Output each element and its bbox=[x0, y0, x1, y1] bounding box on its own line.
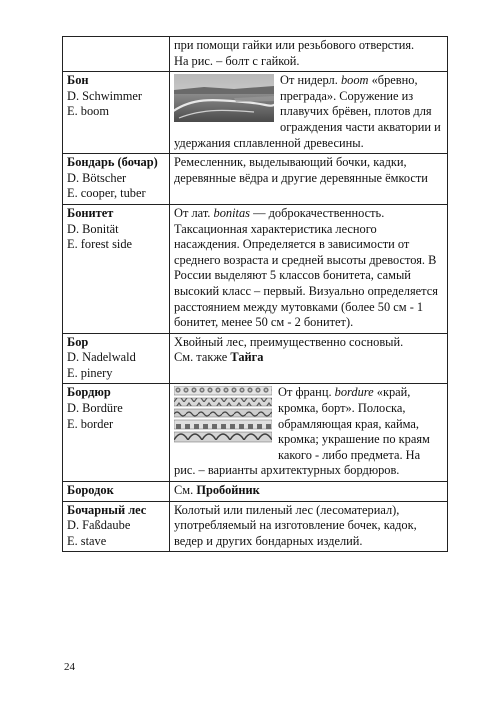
table-row bbox=[63, 154, 448, 205]
term-cell bbox=[63, 154, 170, 205]
term-cell bbox=[63, 333, 170, 384]
english-translation: E. forest side bbox=[67, 237, 133, 252]
german-translation: D. Schwimmer bbox=[67, 88, 143, 103]
german-translation: D. Bonität bbox=[67, 221, 119, 236]
definition-text: — доброкачественность. Таксационная характеристика лесного насаждения. Определяется в зависимости от среднего возраста и средней высоты древостоя. В России выделяют 5 классов бонитета, самый высокий класс – первый. Визуально определяется расстоянием между мутовками (более 50 см - 1 бонитет, менее 50 см - 2 бонитет). bbox=[174, 205, 438, 330]
german-translation: D. Bötscher bbox=[67, 170, 127, 185]
term-title: Бордюр bbox=[67, 385, 111, 400]
term-title: Бородок bbox=[67, 483, 114, 498]
definition-text: «край, кромка, борт». Полоска, обрамляющая края, кайма, кромка; украшение по краям какого - либо предмета. На рис. – варианты архитектурных бордюров. bbox=[174, 385, 430, 478]
description-cell bbox=[170, 384, 448, 482]
description-cell bbox=[170, 333, 448, 384]
english-translation: E. boom bbox=[67, 104, 109, 119]
etymology-prefix: От нидерл. bbox=[280, 73, 341, 88]
table-row bbox=[63, 37, 448, 72]
etymology-word: bonitas bbox=[213, 205, 251, 220]
etymology-word: bordure bbox=[334, 385, 374, 400]
term-title: Бочарный лес bbox=[67, 502, 147, 517]
term-title: Бор bbox=[67, 334, 89, 349]
description-line: при помощи гайки или резьбового отверстия. bbox=[174, 38, 415, 52]
german-translation: D. Faßdaube bbox=[67, 518, 131, 533]
term-cell bbox=[63, 384, 170, 482]
term-cell bbox=[63, 37, 170, 72]
english-translation: E. stave bbox=[67, 533, 107, 548]
term-title: Бонитет bbox=[67, 205, 114, 220]
see-also-label: См. также bbox=[174, 350, 231, 365]
see-also-term: Пробойник bbox=[196, 483, 260, 498]
description-cell bbox=[170, 204, 448, 333]
definition-text: «бревно, преграда». Соружение из плавучих брёвен, плотов для ограждения части акватории и удержания сплавленной древесины. bbox=[174, 73, 441, 150]
description-cell bbox=[170, 72, 448, 154]
term-cell bbox=[63, 501, 170, 552]
see-also-label: См. bbox=[174, 483, 197, 498]
table-row bbox=[63, 204, 448, 333]
german-translation: D. Bordüre bbox=[67, 401, 123, 416]
term-title: Бон bbox=[67, 73, 89, 88]
table-row bbox=[63, 384, 448, 482]
english-translation: E. cooper, tuber bbox=[67, 186, 146, 201]
description-cell bbox=[170, 482, 448, 502]
term-title: Бондарь (бочар) bbox=[67, 155, 158, 170]
glossary-table bbox=[62, 36, 448, 552]
description-cell bbox=[170, 501, 448, 552]
etymology-prefix: От лат. bbox=[174, 205, 214, 220]
see-also-term: Тайга bbox=[230, 350, 264, 365]
term-cell bbox=[63, 72, 170, 154]
border-ornament-strips bbox=[174, 386, 272, 446]
english-translation: E. border bbox=[67, 416, 114, 431]
description-cell bbox=[170, 154, 448, 205]
etymology-word: boom bbox=[340, 73, 369, 88]
description-cell bbox=[170, 37, 448, 72]
term-cell bbox=[63, 204, 170, 333]
page-number: 24 bbox=[64, 661, 75, 673]
definition-text: Хвойный лес, преимущественно сосновый. bbox=[174, 334, 404, 349]
table-row bbox=[63, 333, 448, 384]
term-cell bbox=[63, 482, 170, 502]
table-row bbox=[63, 72, 448, 154]
table-row bbox=[63, 501, 448, 552]
definition-text: Колотый или пиленый лес (лесоматериал), употребляемый на изготовление бочек, кадок, ведер и других бондарных изделий. bbox=[174, 502, 417, 548]
definition-text: Ремесленник, выделывающий бочки, кадки, деревянные вёдра и другие деревянные ёмкости bbox=[174, 155, 428, 185]
boom-on-water-photo bbox=[174, 74, 274, 122]
german-translation: D. Nadelwald bbox=[67, 350, 136, 365]
description-line: На рис. – болт с гайкой. bbox=[174, 53, 300, 68]
etymology-prefix: От франц. bbox=[278, 385, 335, 400]
english-translation: E. pinery bbox=[67, 365, 113, 380]
table-row bbox=[63, 482, 448, 502]
